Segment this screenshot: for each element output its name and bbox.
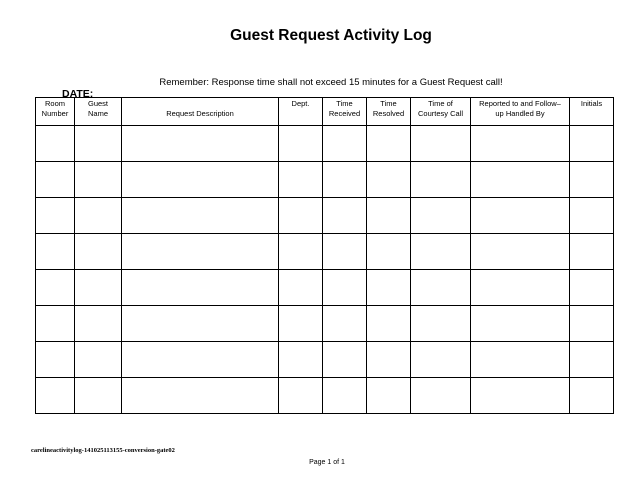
table-cell[interactable] [323, 378, 367, 414]
table-cell[interactable] [367, 162, 411, 198]
table-cell[interactable] [122, 342, 279, 378]
table-cell[interactable] [279, 234, 323, 270]
table-cell[interactable] [75, 162, 122, 198]
table-cell[interactable] [367, 234, 411, 270]
table-cell[interactable] [570, 342, 614, 378]
table-cell[interactable] [122, 306, 279, 342]
table-cell[interactable] [471, 378, 570, 414]
table-cell[interactable] [367, 270, 411, 306]
table-row [36, 198, 614, 234]
table-cell[interactable] [367, 378, 411, 414]
table-cell[interactable] [411, 234, 471, 270]
column-header-room-number: Room Number [36, 98, 75, 126]
table-cell[interactable] [570, 198, 614, 234]
table-cell[interactable] [570, 234, 614, 270]
table-cell[interactable] [471, 198, 570, 234]
table-cell[interactable] [36, 342, 75, 378]
table-cell[interactable] [279, 162, 323, 198]
table-cell[interactable] [570, 126, 614, 162]
table-cell[interactable] [36, 306, 75, 342]
column-header-courtesy-call: Time of Courtesy Call [411, 98, 471, 126]
table-cell[interactable] [367, 306, 411, 342]
table-cell[interactable] [75, 378, 122, 414]
reminder-note: Remember: Response time shall not exceed 15 minutes for a Guest Request call! [159, 77, 503, 88]
table-cell[interactable] [279, 198, 323, 234]
table-cell[interactable] [75, 342, 122, 378]
table-cell[interactable] [471, 306, 570, 342]
table-row [36, 270, 614, 306]
table-cell[interactable] [122, 234, 279, 270]
table-cell[interactable] [75, 234, 122, 270]
table-header-row [36, 98, 614, 126]
table-cell[interactable] [471, 342, 570, 378]
table-cell[interactable] [122, 270, 279, 306]
column-header-guest-name: Guest Name [75, 98, 122, 126]
column-header-request-description: Request Description [122, 98, 279, 126]
table-cell[interactable] [36, 234, 75, 270]
table-row [36, 234, 614, 270]
table-cell[interactable] [411, 126, 471, 162]
table-row [36, 378, 614, 414]
table-cell[interactable] [36, 378, 75, 414]
table-cell[interactable] [122, 162, 279, 198]
table-cell[interactable] [36, 198, 75, 234]
table-row [36, 306, 614, 342]
table-cell[interactable] [323, 234, 367, 270]
table-row [36, 126, 614, 162]
table-cell[interactable] [471, 234, 570, 270]
activity-log-table [35, 97, 614, 414]
column-header-time-received: Time Received [323, 98, 367, 126]
table-cell[interactable] [75, 306, 122, 342]
table-cell[interactable] [323, 198, 367, 234]
footer-source-name: carelineactivitylog-141025113155-conversion-gate02 [31, 447, 175, 454]
table-cell[interactable] [122, 126, 279, 162]
table-cell[interactable] [323, 306, 367, 342]
table-cell[interactable] [570, 270, 614, 306]
table-cell[interactable] [122, 198, 279, 234]
page-number: Page 1 of 1 [309, 459, 345, 466]
table-row [36, 162, 614, 198]
table-cell[interactable] [122, 378, 279, 414]
table-cell[interactable] [36, 270, 75, 306]
table-cell[interactable] [279, 342, 323, 378]
column-header-initials: Initials [570, 98, 614, 126]
table-cell[interactable] [323, 126, 367, 162]
page-title: Guest Request Activity Log [230, 27, 432, 44]
table-cell[interactable] [471, 162, 570, 198]
column-header-reported-to: Reported to and Follow– up Handled By [471, 98, 570, 126]
table-cell[interactable] [411, 270, 471, 306]
table-cell[interactable] [411, 162, 471, 198]
table-cell[interactable] [411, 306, 471, 342]
table-cell[interactable] [279, 126, 323, 162]
table-cell[interactable] [570, 306, 614, 342]
table-cell[interactable] [323, 342, 367, 378]
table-cell[interactable] [323, 162, 367, 198]
table-cell[interactable] [367, 126, 411, 162]
table-cell[interactable] [367, 198, 411, 234]
table-cell[interactable] [411, 378, 471, 414]
column-header-time-resolved: Time Resolved [367, 98, 411, 126]
table-cell[interactable] [323, 270, 367, 306]
table-cell[interactable] [367, 342, 411, 378]
column-header-dept: Dept. [279, 98, 323, 126]
table-cell[interactable] [471, 126, 570, 162]
table-cell[interactable] [570, 162, 614, 198]
table-cell[interactable] [36, 162, 75, 198]
table-cell[interactable] [471, 270, 570, 306]
table-cell[interactable] [570, 378, 614, 414]
table-cell[interactable] [36, 126, 75, 162]
table-cell[interactable] [75, 198, 122, 234]
table-cell[interactable] [279, 378, 323, 414]
table-cell[interactable] [75, 126, 122, 162]
table-cell[interactable] [279, 270, 323, 306]
table-cell[interactable] [411, 342, 471, 378]
date-label: DATE: [62, 88, 94, 100]
table-cell[interactable] [411, 198, 471, 234]
table-cell[interactable] [279, 306, 323, 342]
table-row [36, 342, 614, 378]
table-cell[interactable] [75, 270, 122, 306]
